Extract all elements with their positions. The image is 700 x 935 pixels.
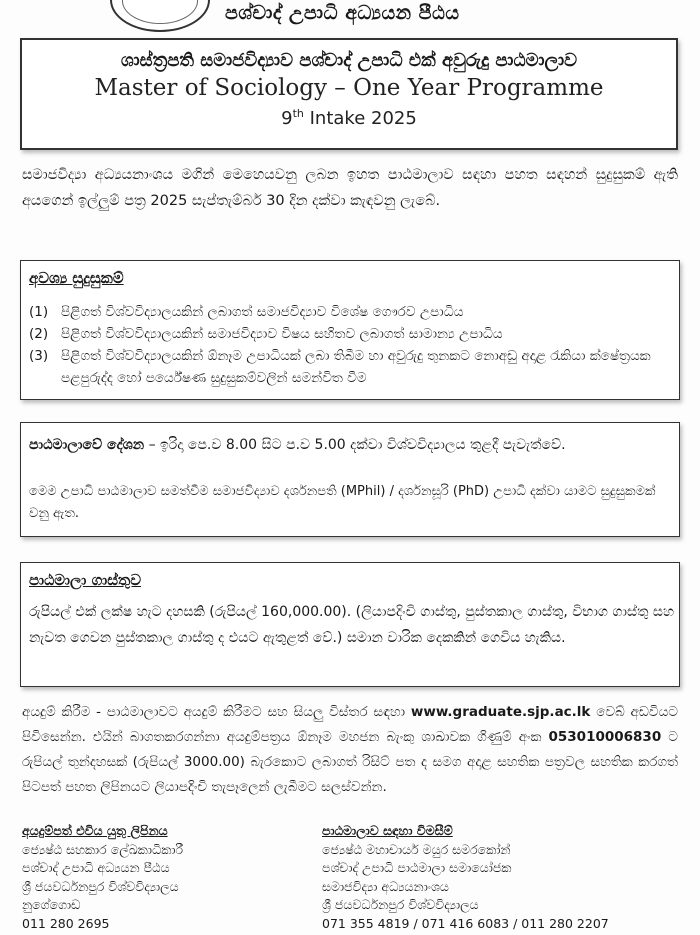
list-item	[29, 345, 669, 389]
address-phone: 011 280 2695	[22, 915, 110, 931]
address-line: නුගේගොඩ	[22, 897, 81, 912]
fee-heading: පාඨමාලා ගාස්තුව	[29, 571, 141, 589]
header	[0, 0, 700, 30]
intake-year: Intake 2025	[303, 108, 417, 129]
faculty-name: පශ්චාද් උපාධි අධ්‍යයන පීඨය	[225, 2, 460, 24]
address-line: පශ්චාද් උපාධි අධ්‍යයන පීඨය	[22, 860, 170, 875]
list-item-text: පිළිගත් විශ්වවිද්‍යාලයකින් සමාජවිද්‍යාව විෂය සහිතව ලබාගත් සාමාන්‍ය උපාධිය	[61, 326, 503, 342]
programme-title-sinhala: ශාස්ත්‍රපති සමාජවිද්‍යාව පශ්චාද් උපාධි එක් අවුරුදු පාඨමාලාව	[120, 50, 578, 71]
mailing-address	[22, 822, 302, 933]
intake-label	[22, 107, 676, 129]
inquiries-heading: පාඨමාලාව සඳහා විමසීම්	[322, 823, 453, 838]
list-item-text: පිළිගත් විශ්වවිද්‍යාලයකින් ඕනෑම උපාධියක් ලබා තිබීම හා අවුරුදු තුනකට නොඅඩු අදාළ රැකියා ක්ෂේත්‍රයක පළපුරුද්ද හෝ පර්යේෂණ සුදුසුකම්වලින් සමන්විත වීම	[61, 348, 651, 386]
address-line: ජ්‍යෙෂ්ඨ සහකාර ලේඛකාධිකාරී	[22, 841, 184, 857]
lectures-time: – ඉරිදා පෙ.ව 8.00 සිට ප.ව 5.00 දක්වා විශ්වවිද්‍යාලය තුළදී පැවැත්වේ.	[144, 437, 566, 453]
contact-line: ශ්‍රී ජයවර්ධනපුර විශ්වවිද්‍යාලය	[322, 897, 479, 912]
bank-account-number: 053010006830	[548, 729, 662, 745]
requirements-heading: අවශ්‍ය සුදුසුකම්	[29, 269, 124, 287]
inquiries-contact	[322, 822, 692, 933]
application-paragraph	[22, 700, 678, 800]
website-link[interactable]: www.graduate.sjp.ac.lk	[410, 704, 591, 720]
list-item	[29, 301, 669, 323]
lecture-schedule	[29, 433, 674, 457]
list-item-number: (3)	[29, 348, 49, 364]
fee-box	[20, 562, 680, 687]
fee-details: රුපියල් එක් ලක්ෂ හැට දහසකි (රුපියල් 160,000.00). (ලියාපදිංචි ගාස්තු, පුස්තකාල ගාස්තු, විභාග ගාස්තු සහ නැවත ගෙවන පුස්තකාල ගාස්තු ද එයට ඇතුළත් වේ.) සමාන වාරික දෙකකින් ගෙවිය හැකිය.	[29, 604, 674, 646]
university-logo	[110, 0, 210, 32]
intake-number: 9	[281, 108, 293, 129]
apply-text-intro: අයදුම් කිරීම - පාඨමාලාවට අයදුම් කිරීමට සහ සියලු විස්තර සඳහා	[22, 704, 411, 720]
mailing-address-heading: අයදුම්පත් එවිය යුතු ලිපිනය	[22, 823, 168, 838]
contact-line: පශ්චාද් උපාධි පාඨමාලා සමායෝජක	[322, 860, 512, 875]
progression-note: මෙම උපාධි පාඨමාලාව සමත්වීම සමාජවිද්‍යාව දර්ශනපති (MPhil) / දර්ශනසූරි (PhD) උපාධි දක්වා යාමට සුදුසුකමක් වනු ඇත.	[29, 484, 656, 521]
intro-paragraph: සමාජවිද්‍යා අධ්‍යයනාංශය මගින් මෙහෙයවනු ලබන ඉහත පාඨමාලාව සඳහා පහත සඳහන් සුදුසුකම් ඇති අයගෙන් ඉල්ලුම් පත්‍ර 2025 සැප්තැම්බර් 30 දින දක්වා කැඳවනු ලැබේ.	[22, 167, 678, 209]
programme-title-box	[20, 38, 678, 150]
lectures-box	[20, 422, 680, 537]
list-item-number: (1)	[29, 304, 49, 320]
programme-title-english: Master of Sociology – One Year Programme	[94, 75, 604, 101]
list-item	[29, 323, 669, 345]
list-item-number: (2)	[29, 326, 49, 342]
intake-suffix: th	[292, 107, 304, 120]
contact-line: සමාජවිද්‍යා අධ්‍යයනාංශය	[322, 878, 449, 894]
lectures-label: පාඨමාලාවේ දේශන	[29, 437, 145, 453]
logo-seal-ring	[122, 0, 198, 24]
apply-text-end: ට රුපියල් තුන්දහසක් (රුපියල් 3000.00) බැරකොට ලබාගත් රිසිට් පත ද සමග අදාළ සහතික පත්‍රවල සහතික කරගත් පිටපත් පහත ලිපිනයට ලියාපදිංචි තැපෑලෙන් ලැබීමට සලස්වන්න.	[22, 729, 678, 795]
requirements-box	[20, 260, 680, 400]
list-item-text: පිළිගත් විශ්වවිද්‍යාලයකින් ලබාගත් සමාජවිද්‍යාව විශේෂ ගෞරව උපාධිය	[61, 304, 464, 320]
requirements-list	[29, 301, 669, 389]
apply-text-middle: වෙබ් අඩවියට පිවිසෙන්න. එයින් බාගතකරගන්නා අයදුම්පත්‍රය ඕනෑම මහජන බැංකු ශාඛාවක ගිණුම් අංක	[22, 704, 679, 745]
address-line: ශ්‍රී ජයවර්ධනපුර විශ්වවිද්‍යාලය	[22, 878, 179, 894]
contact-phone-numbers: 071 355 4819 / 071 416 6083 / 011 280 2207	[322, 915, 609, 931]
contact-line: ජ්‍යෙෂ්ඨ මහාචාර්ය මයුර සමරකෝන්	[322, 841, 511, 857]
